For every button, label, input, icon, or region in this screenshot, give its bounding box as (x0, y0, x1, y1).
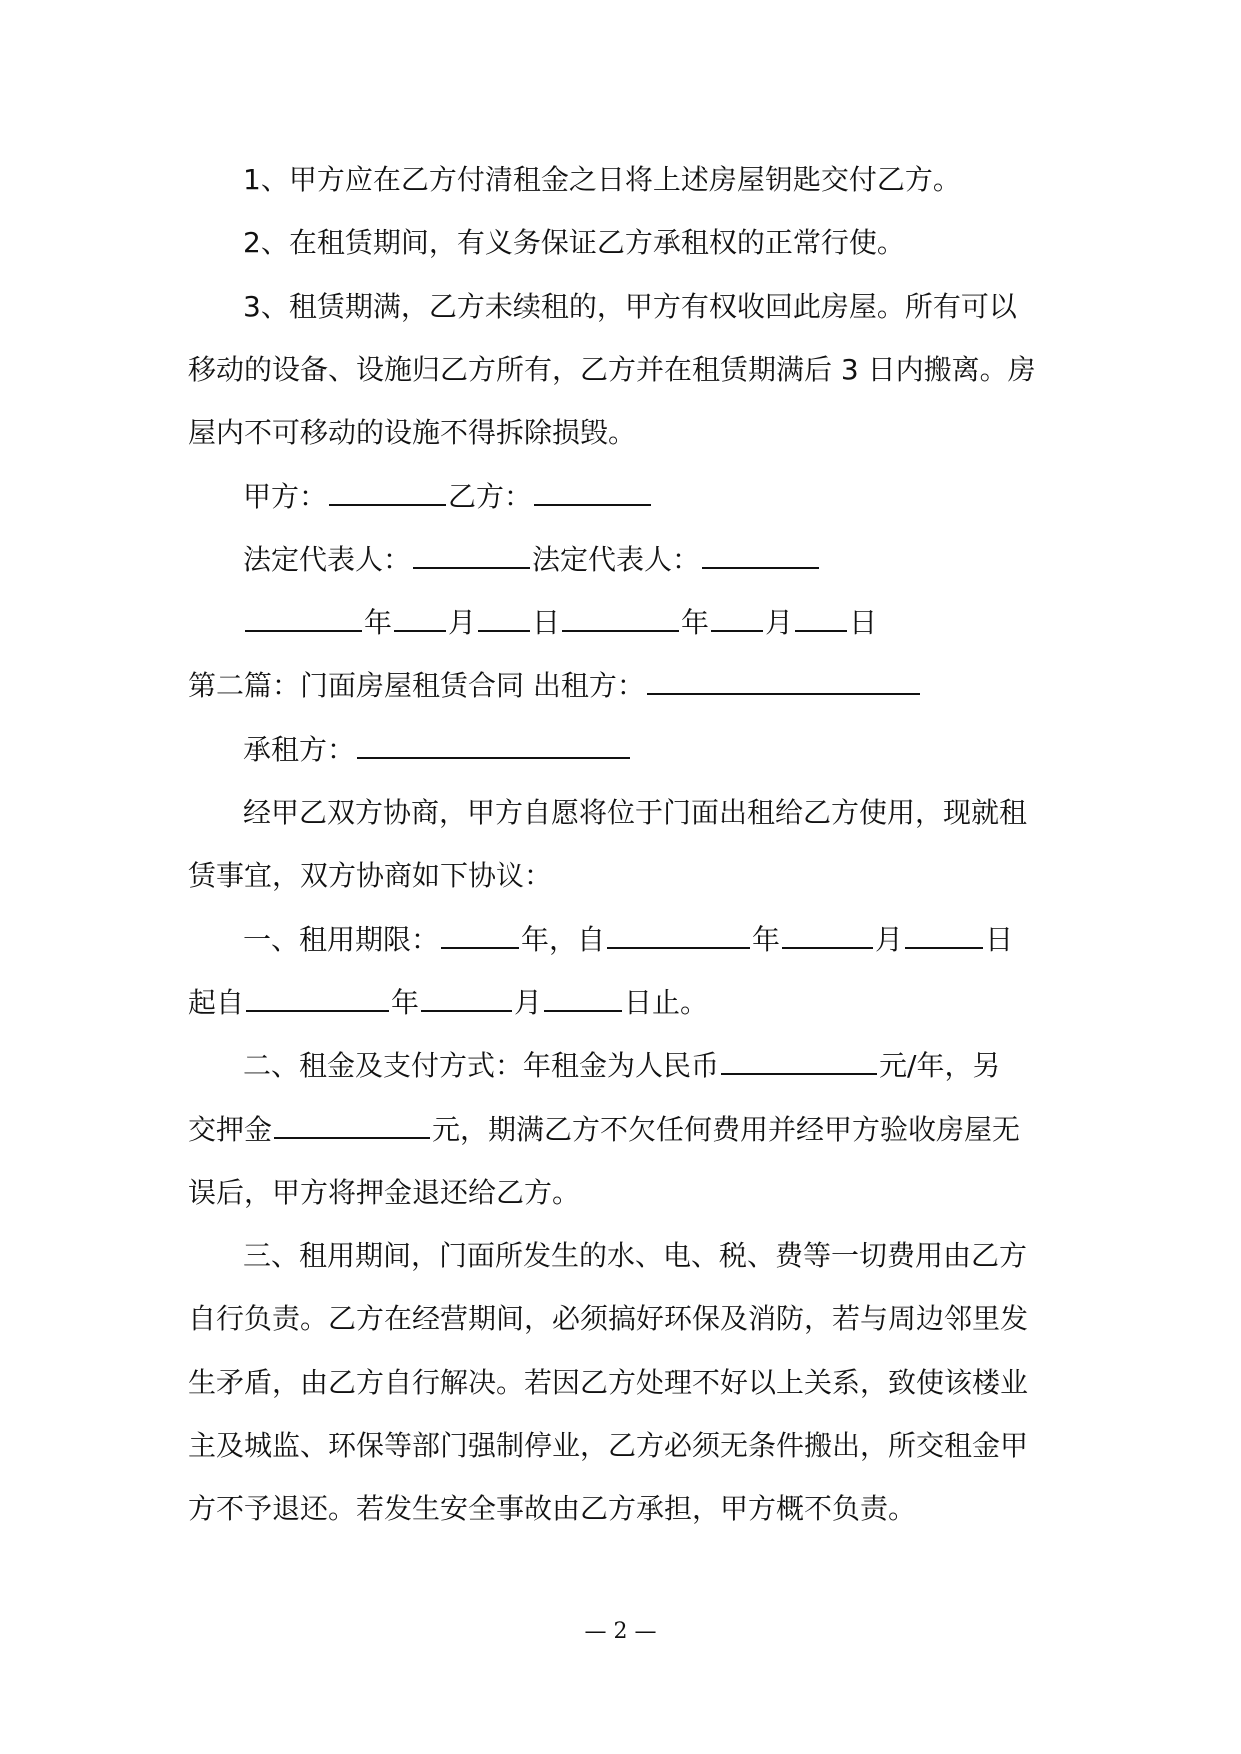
fill-in-blank[interactable] (905, 946, 983, 949)
line-text: 年 (364, 606, 393, 640)
line-text: 3、租赁期满，乙方未续租的，甲方有权收回此房屋。所有可以 (243, 289, 1017, 323)
line-text: 乙方： (448, 479, 533, 513)
text-line (0, 275, 1241, 339)
line-text: 主及城监、环保等部门强制停业，乙方必须无条件搬出，所交租金甲 (188, 1429, 1029, 1462)
line-text: 交押金 (188, 1112, 273, 1146)
line-text: 年 (681, 606, 710, 640)
text-line (0, 465, 1241, 529)
line-text: 日 (849, 606, 878, 640)
fill-in-blank[interactable] (711, 629, 763, 632)
fill-in-blank[interactable] (246, 1009, 389, 1012)
text-line (0, 844, 1241, 908)
fill-in-blank[interactable] (274, 1136, 430, 1139)
text-line (0, 1287, 1241, 1351)
text-line (0, 1351, 1241, 1415)
line-text: 元/年，另 (879, 1049, 1001, 1083)
fill-in-blank[interactable] (702, 566, 819, 569)
text-line (0, 781, 1241, 845)
line-text: 年 (752, 922, 781, 956)
line-text: 日 (985, 922, 1014, 956)
line-text: 一、租用期限： (243, 922, 440, 956)
text-line (0, 1098, 1241, 1162)
text-line (0, 654, 1241, 718)
fill-in-blank[interactable] (782, 946, 873, 949)
page-number: — 2 — (584, 1619, 657, 1644)
line-text: 月 (765, 606, 794, 640)
line-text: 生矛盾，由乙方自行解决。若因乙方处理不好以上关系，致使该楼业 (188, 1365, 1029, 1399)
line-text: 经甲乙双方协商，甲方自愿将位于门面出租给乙方使用，现就租 (243, 796, 1028, 829)
fill-in-blank[interactable] (441, 946, 519, 949)
line-text: 承租方： (243, 732, 356, 766)
fill-in-blank[interactable] (329, 503, 446, 506)
fill-in-blank[interactable] (478, 629, 530, 632)
fill-in-blank[interactable] (721, 1072, 877, 1075)
line-text: 赁事宜，双方协商如下协议： (188, 859, 553, 893)
line-text: 起自 (188, 985, 245, 1019)
line-text: 二、租金及支付方式：年租金为人民币 (243, 1049, 720, 1083)
line-text: 自行负责。乙方在经营期间，必须搞好环保及消防，若与周边邻里发 (188, 1302, 1029, 1336)
line-text: 误后，甲方将押金退还给乙方。 (188, 1175, 581, 1209)
text-line (0, 591, 1241, 655)
text-line (0, 1034, 1241, 1098)
fill-in-blank[interactable] (421, 1009, 512, 1012)
fill-in-blank[interactable] (544, 1009, 622, 1012)
fill-in-blank[interactable] (795, 629, 847, 632)
line-text: 法定代表人： (532, 542, 701, 576)
line-text: 月 (514, 985, 543, 1019)
fill-in-blank[interactable] (357, 756, 630, 759)
fill-in-blank[interactable] (607, 946, 750, 949)
line-text: 方不予退还。若发生安全事故由乙方承担，甲方概不负责。 (188, 1492, 917, 1526)
line-text: 2、在租赁期间，有义务保证乙方承租权的正常行使。 (243, 226, 905, 260)
line-text: 屋内不可移动的设施不得拆除损毁。 (188, 416, 637, 450)
fill-in-blank[interactable] (413, 566, 530, 569)
line-text: 年 (391, 985, 420, 1019)
text-line (0, 401, 1241, 465)
line-text: 甲方： (243, 479, 328, 513)
line-text: 三、租用期间，门面所发生的水、电、税、费等一切费用由乙方 (243, 1239, 1028, 1273)
fill-in-blank[interactable] (245, 629, 362, 632)
line-text: 年，自 (521, 922, 606, 956)
line-text: 1、甲方应在乙方付清租金之日将上述房屋钥匙交付乙方。 (243, 163, 961, 196)
text-line (0, 1224, 1241, 1288)
fill-in-blank[interactable] (534, 503, 651, 506)
fill-in-blank[interactable] (562, 629, 679, 632)
text-line (0, 1161, 1241, 1225)
line-text: 月 (875, 922, 904, 956)
line-text: 日止。 (624, 985, 709, 1019)
line-text: 日 (532, 606, 561, 640)
line-text: 移动的设备、设施归乙方所有，乙方并在租赁期满后 3 日内搬离。房 (188, 352, 1036, 386)
text-line (0, 718, 1241, 782)
text-line (0, 528, 1241, 592)
line-text: 第二篇：门面房屋租赁合同 出租方： (188, 669, 645, 703)
line-text: 法定代表人： (243, 542, 412, 576)
line-text: 月 (448, 606, 477, 640)
text-line (0, 338, 1241, 402)
text-line (0, 1477, 1241, 1541)
text-line (0, 1414, 1241, 1478)
text-line (0, 211, 1241, 275)
text-line (0, 971, 1241, 1035)
fill-in-blank[interactable] (394, 629, 446, 632)
text-line (0, 148, 1241, 212)
text-line (0, 908, 1241, 972)
fill-in-blank[interactable] (647, 692, 920, 695)
line-text: 元，期满乙方不欠任何费用并经甲方验收房屋无 (432, 1112, 1021, 1146)
